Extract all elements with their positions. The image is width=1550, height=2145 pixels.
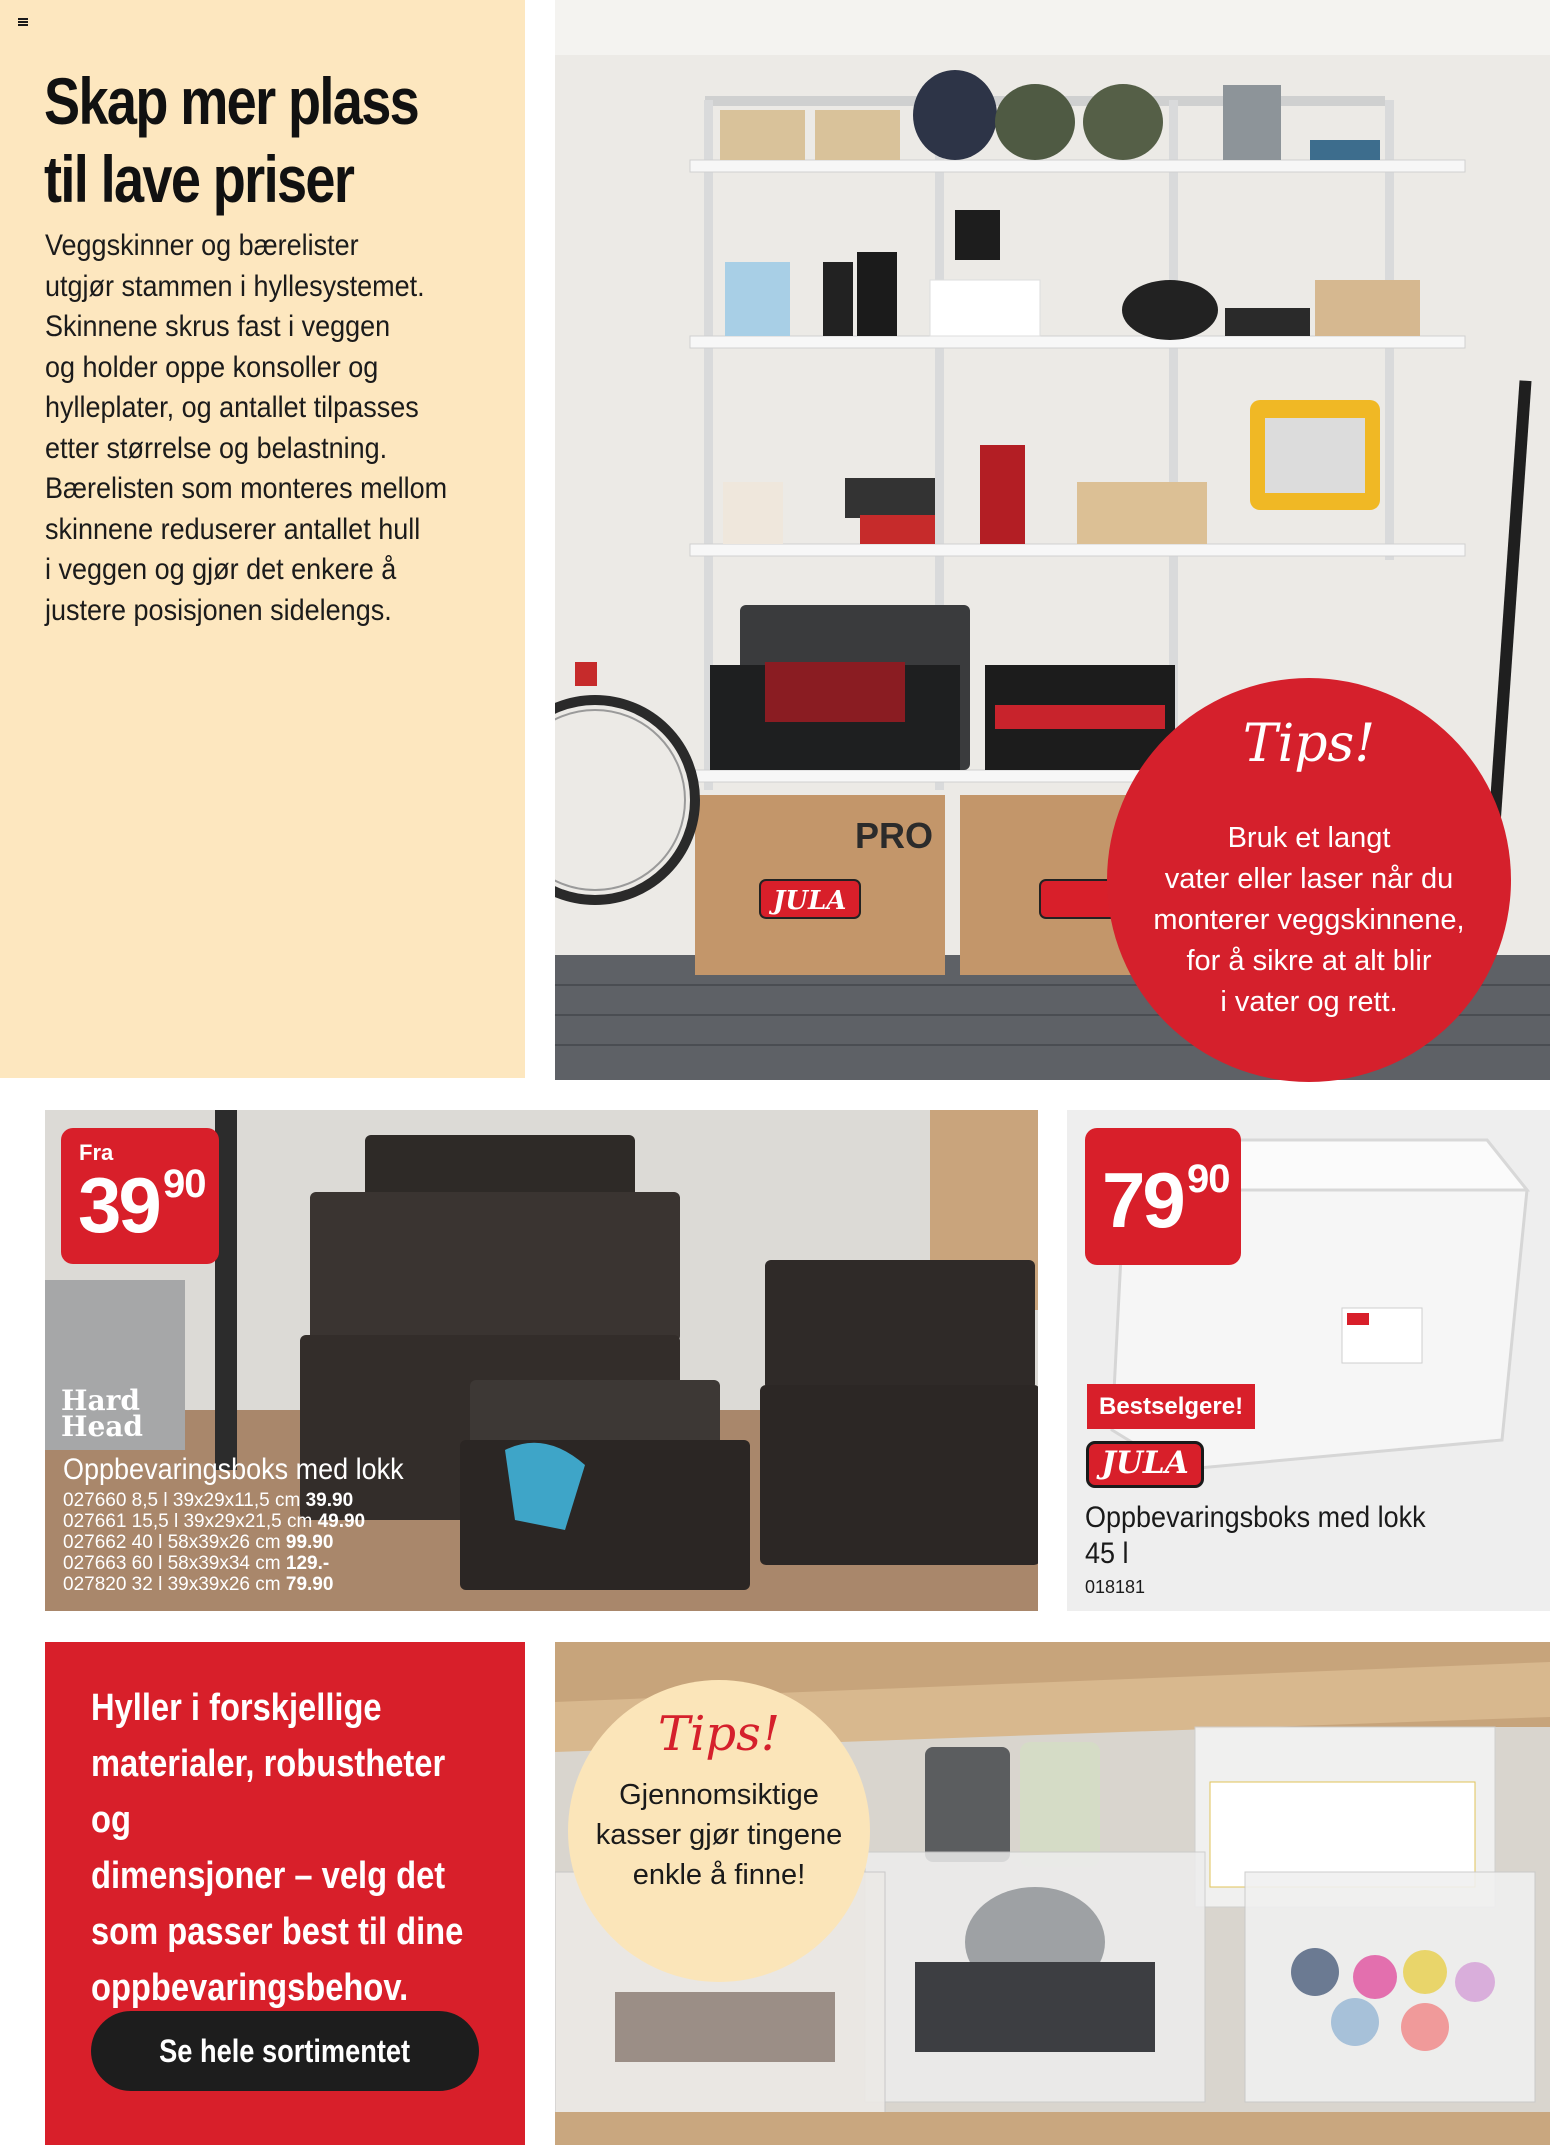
bestseller-badge: Bestselgere!	[1087, 1384, 1255, 1429]
variant-row: 027663 60 l 58x39x34 cm 129.-	[63, 1553, 330, 1574]
product-name[interactable]: Oppbevaringsboks med lokk	[63, 1453, 404, 1486]
variant-row: 027662 40 l 58x39x26 cm 99.90	[63, 1532, 334, 1553]
tips-badge-2	[568, 1680, 870, 1982]
brand-logo-hardhead: Hard Head	[61, 1384, 143, 1443]
price-main: 79	[1102, 1156, 1183, 1244]
product-name[interactable]: Oppbevaringsboks med lokk 45 l	[1085, 1501, 1426, 1570]
price-decimals: 90	[1187, 1157, 1230, 1201]
tips-text: Bruk et langt vater eller laser når du monterer veggskinnene, for å sikre at alt blir i vater og rett.	[1153, 822, 1465, 1018]
menu-icon[interactable]	[18, 18, 28, 26]
variant-row: 027660 8,5 l 39x29x11,5 cm 39.90	[63, 1490, 354, 1511]
page-title: Skap mer plass til lave priser	[44, 64, 419, 216]
brand-logo-jula: JULA	[1086, 1441, 1204, 1488]
variant-row: 027820 32 l 39x39x26 cm 79.90	[63, 1574, 334, 1595]
product-sku: 018181	[1085, 1577, 1146, 1597]
tips-text: Gjennomsiktige kasser gjør tingene enkle å finne!	[595, 1779, 843, 1891]
price-tag	[61, 1128, 219, 1264]
intro-text: Veggskinner og bærelister utgjør stammen i hyllesystemet. Skinnene skrus fast i veggen og holder oppe konsoller og hylleplater, og antallet tilpasses etter størrelse og belastning. Bærelisten som monteres mellom skinnene reduserer antallet hull i veggen og gjør det enkere å justere posisjonen sidelengs.	[45, 229, 448, 627]
promo-text: Hyller i forskjellige materialer, robustheter og dimensjoner – velg det som passer best til dine oppbevaringsbehov.	[91, 1687, 464, 2009]
tips-heading: Tips!	[1242, 714, 1376, 774]
price-decimals: 90	[163, 1162, 206, 1206]
variant-row: 027661 15,5 l 39x29x21,5 cm 49.90	[63, 1511, 366, 1532]
price-prefix: Fra	[79, 1140, 114, 1165]
see-assortment-label: Se hele sortimentet	[159, 2033, 411, 2069]
tips-badge	[1107, 678, 1511, 1082]
price-tag	[1085, 1128, 1241, 1265]
variant-list	[63, 1490, 365, 1595]
box-label-pro: PRO	[855, 815, 934, 856]
see-assortment-button[interactable]	[91, 2011, 479, 2091]
price-main: 39	[78, 1161, 159, 1249]
tips-heading: Tips!	[657, 1706, 780, 1762]
box-brand-logo: JULA	[773, 886, 847, 916]
